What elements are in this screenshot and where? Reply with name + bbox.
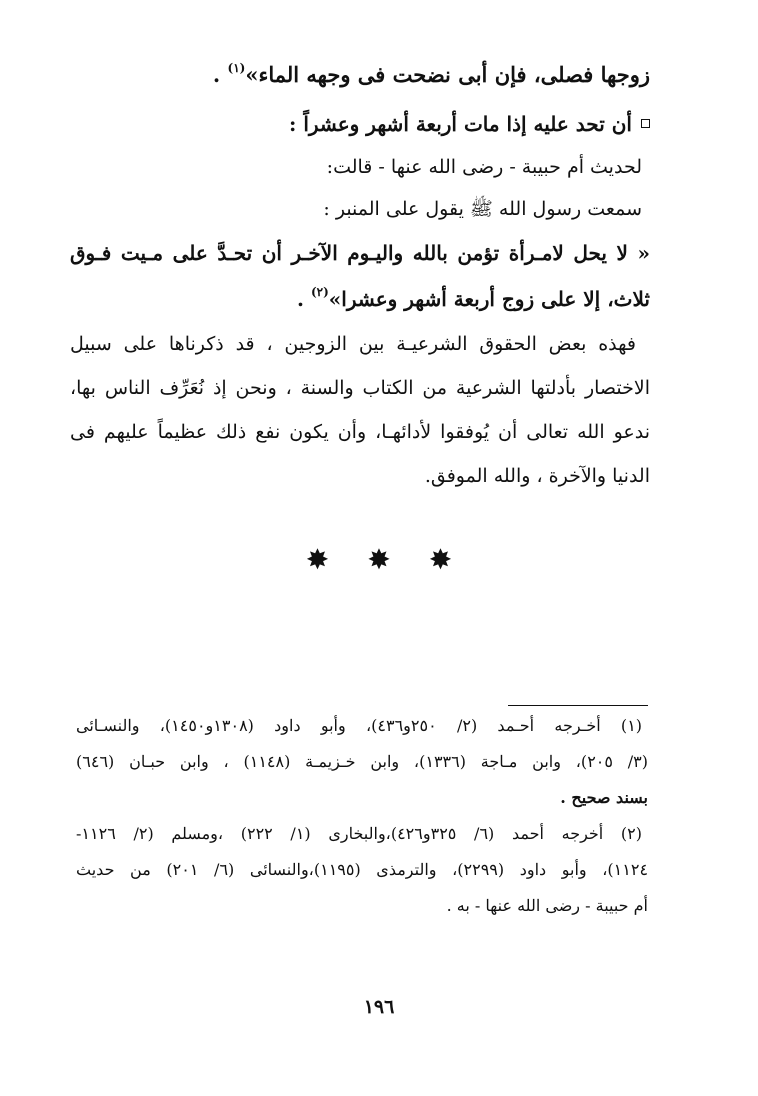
star-icon: ✸ (305, 543, 330, 576)
paragraph-line-2: الاختصار بأدلتها الشرعية من الكتاب والسنة ، ونحن إذ نُعَرِّف الناس بها، (70, 377, 650, 399)
square-bullet-icon (641, 119, 650, 128)
footnote-2-line-2: ١١٢٤)، وأبو داود (٢٢٩٩)، والترمذى (١١٩٥)،والنسائى (٦/ ٢٠١) من حديث (76, 860, 648, 879)
footnote-ref-2: (٢) (310, 285, 329, 300)
text-line-1 (70, 48, 650, 102)
footnote-1-line-1: (١) أخـرجه أحـمد (٢/ ٢٥٠و٤٣٦)، وأبو داود (١٣٠٨و١٤٥٠)، والنسـائى (76, 716, 643, 735)
footnotes (76, 708, 648, 924)
paragraph-line-4: الدنيا والآخرة ، والله الموفق. (424, 465, 650, 487)
main-text (70, 48, 650, 498)
paragraph-line-1: فهذه بعض الحقوق الشرعيـة بين الزوجين ، قد ذكرناها على سبيل (70, 333, 636, 355)
footnote-1-line-2: (٣/ ٢٠٥)، وابن مـاجة (١٣٣٦)، وابن خـزيمـة (١١٤٨) ، وابن حبـان (٦٤٦) (76, 752, 648, 771)
hadith-line-1: « لا يحل لامـرأة تؤمن بالله واليـوم الآخـر أن تحـدَّ على مـيت فـوق (70, 241, 650, 265)
line1-tail: . (212, 62, 228, 87)
footnote-2-line-1: (٢) أخرجه أحمد (٦/ ٣٢٥و٤٢٦)،والبخارى (١/ ٢٢٢) ،ومسلم (٢/ ١١٢٦- (76, 824, 643, 843)
footnote-1-line-3: بسند صحيح . (560, 788, 648, 807)
star-icon: ✸ (367, 543, 391, 576)
hadith-line-2-tail: . (297, 287, 311, 311)
footnote-divider (508, 705, 648, 706)
section-heading (70, 102, 650, 146)
section-heading-text: أن تحد عليه إذا مات أربعة أشهر وعشراً : (288, 112, 632, 136)
page-number: ١٩٦ (363, 996, 395, 1018)
footnote-ref-1: (١) (227, 61, 246, 75)
footnote-2-line-3: أم حبيبة - رضى الله عنها - به . (446, 896, 648, 915)
text-line-3: لحديث أم حبيبة - رضى الله عنها - قالت: (326, 156, 642, 178)
hadith-line-2-text: ثلاث، إلا على زوج أربعة أشهر وعشرا» (328, 287, 650, 311)
text-line-4: سمعت رسول الله ﷺ يقول على المنبر : (323, 198, 642, 220)
hadith-line-2 (70, 276, 650, 322)
paragraph-line-3: ندعو الله تعالى أن يُوفقوا لأدائهـا، وأن يكون نفع ذلك عظيماً عليهم فى (70, 421, 650, 443)
line1-text: زوجها فصلى، فإن أبى نضحت فى وجهه الماء» (245, 62, 650, 87)
star-icon: ✸ (428, 543, 453, 576)
section-separator (0, 540, 758, 580)
